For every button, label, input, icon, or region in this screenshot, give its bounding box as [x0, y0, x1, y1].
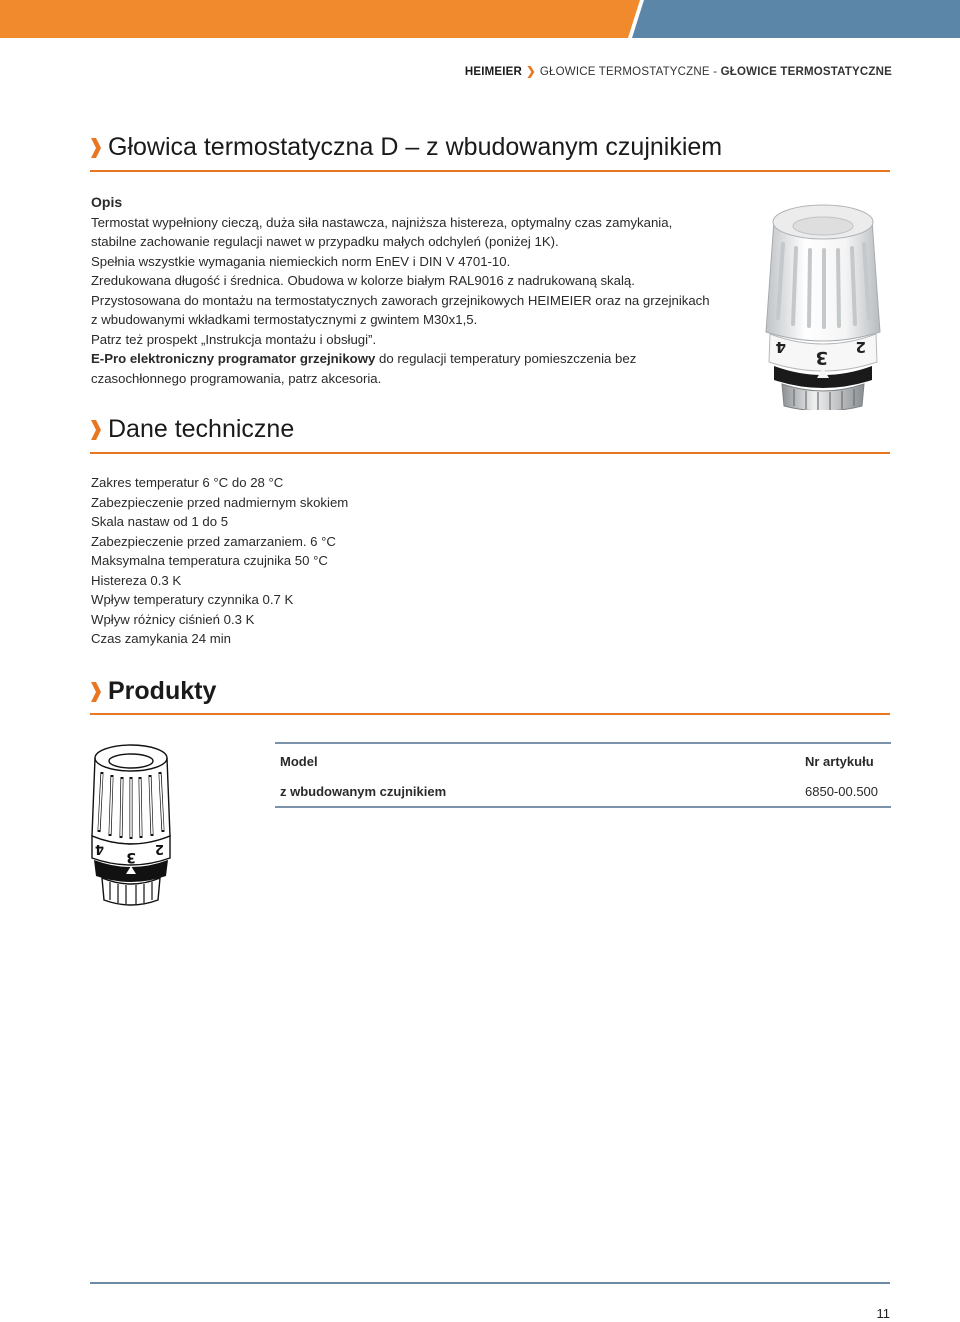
photo-scale-label: 3 — [815, 347, 828, 368]
spec-row: Zakres temperatur 6 °C do 28 °C — [91, 475, 284, 490]
column-header-article: Nr artykułu — [805, 753, 874, 769]
spec-row: Wpływ różnicy ciśnień 0.3 K — [91, 611, 255, 627]
thermostat-head-photo — [756, 192, 890, 410]
title-row — [90, 133, 722, 162]
description-line: z wbudowanymi wkładkami termostatycznymi z gwintem M30x1,5. — [91, 312, 478, 327]
description-line: Patrz też prospekt „Instrukcja montażu i obsługi”. — [91, 331, 377, 347]
page-title: Głowica termostatyczna D – z wbudowanym czujnikiem — [108, 133, 723, 161]
products-table — [275, 742, 891, 808]
table-row — [275, 776, 891, 806]
thermostat-head-drawing — [86, 740, 176, 910]
spec-row: Maksymalna temperatura czujnika 50 °C — [91, 553, 328, 568]
column-header-model: Model — [280, 753, 318, 769]
footer-rule — [90, 1282, 890, 1284]
technical-title: Dane techniczne — [108, 415, 295, 443]
cell-article: 6850-00.500 — [805, 783, 879, 799]
drawing-scale-label: 2 — [154, 841, 164, 856]
chevron-right-icon: ❯ — [526, 66, 536, 78]
description-label: Opis — [91, 194, 123, 210]
products-title-row — [90, 677, 216, 706]
description — [91, 193, 756, 388]
divider — [90, 170, 890, 172]
description-line: Spełnia wszystkie wymagania niemieckich norm EnEV i DIN V 4701-10. — [91, 253, 511, 269]
photo-scale-label: 4 — [775, 338, 786, 356]
description-line: stabilne zachowanie regulacji nawet w przypadku małych odchyleń (poniżej 1K). — [91, 234, 559, 249]
page-number: 11 — [876, 1306, 890, 1321]
spec-row: Zabezpieczenie przed zamarzaniem. 6 °C — [91, 533, 336, 549]
breadcrumb-item: GŁOWICE TERMOSTATYCZNE — [539, 66, 710, 78]
description-line: Zredukowana długość i średnica. Obudowa w kolorze białym RAL9016 z nadrukowaną skalą. — [91, 273, 635, 288]
spec-row: Zabezpieczenie przed nadmiernym skokiem — [91, 494, 349, 510]
e-pro-link-text: E-Pro elektroniczny programator grzejnikowy — [91, 351, 376, 366]
spec-row: Skala nastaw od 1 do 5 — [91, 514, 229, 529]
divider — [90, 452, 890, 454]
breadcrumb-current: GŁOWICE TERMOSTATYCZNE — [720, 66, 892, 78]
description-line: czasochłonnego programowania, patrz akcesoria. — [91, 370, 382, 386]
cell-model: z wbudowanym czujnikiem — [280, 783, 447, 799]
spec-row: Histereza 0.3 K — [91, 572, 182, 588]
description-line: Przystosowana do montażu na termostatycznych zaworach grzejnikowych HEIMEIER oraz na grzejnikach — [91, 292, 710, 308]
spec-row: Czas zamykania 24 min — [91, 631, 231, 646]
description-line: Termostat wypełniony cieczą, duża siła nastawcza, najniższa histereza, optymalny czas zamykania, — [91, 214, 673, 230]
technical-specs-list — [91, 473, 348, 649]
breadcrumb-separator: - — [713, 66, 718, 78]
technical-title-row — [90, 415, 294, 444]
top-color-bar — [0, 0, 960, 38]
divider — [90, 713, 890, 715]
description-line: E-Pro elektroniczny programator grzejnikowy do regulacji temperatury pomieszczenia bez — [91, 351, 637, 366]
photo-scale-label: 2 — [855, 338, 866, 356]
breadcrumb — [465, 64, 892, 78]
table-header-row — [275, 744, 891, 776]
chevron-right-icon — [90, 137, 102, 159]
chevron-right-icon — [90, 681, 102, 703]
products-title: Produkty — [108, 677, 217, 705]
table-bottom-rule — [275, 806, 891, 808]
spec-row: Wpływ temperatury czynnika 0.7 K — [91, 592, 294, 607]
brand-name: HEIMEIER — [464, 66, 523, 78]
drawing-scale-label: 3 — [126, 849, 136, 865]
drawing-scale-label: 4 — [94, 841, 104, 856]
chevron-right-icon — [90, 419, 102, 441]
